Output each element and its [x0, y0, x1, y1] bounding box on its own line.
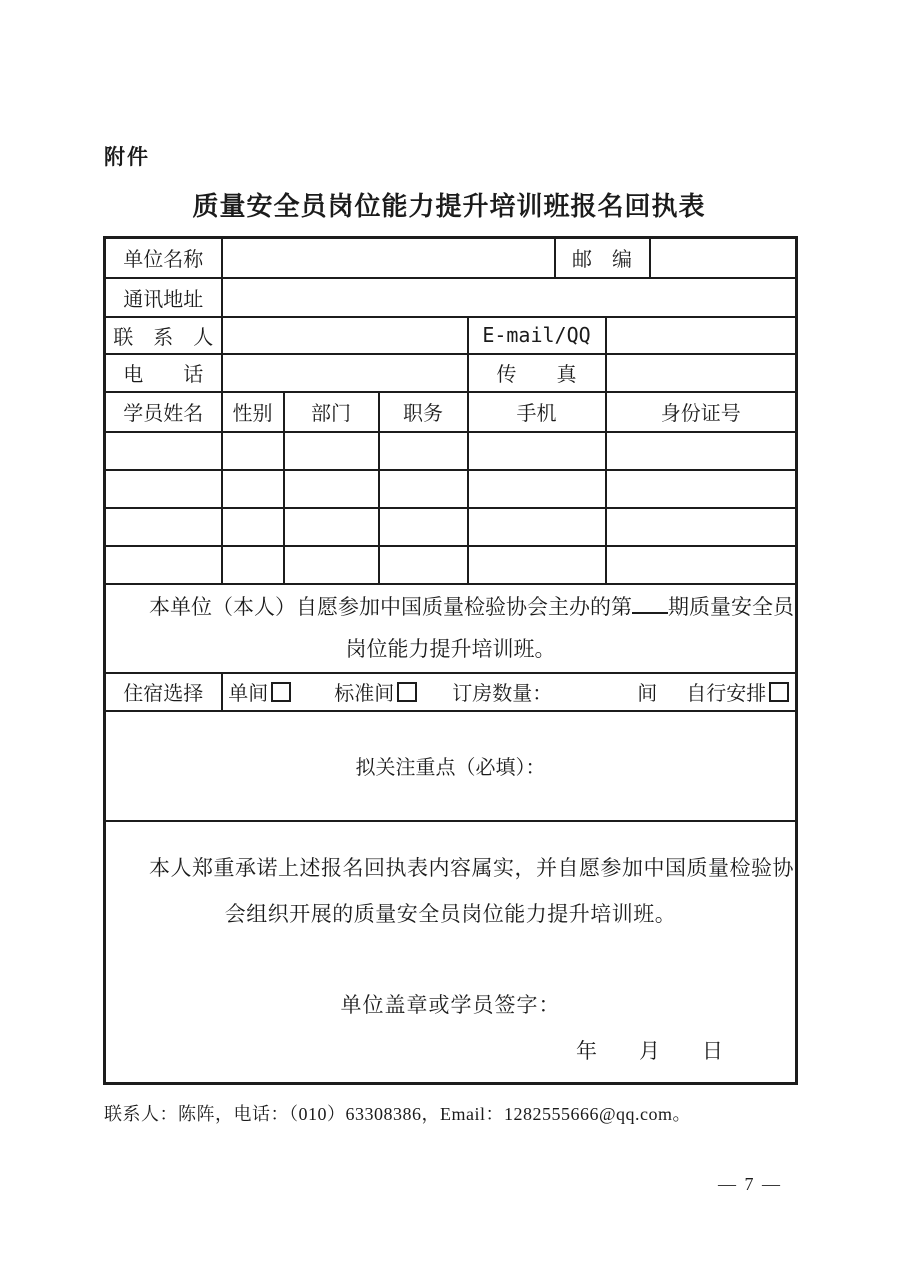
student-cell — [606, 470, 797, 508]
student-cell — [284, 432, 379, 470]
header-gender: 性别 — [222, 392, 284, 432]
student-row — [105, 546, 797, 584]
student-cell — [606, 546, 797, 584]
student-cell — [222, 432, 284, 470]
commitment-row — [105, 821, 797, 1084]
student-cell — [379, 546, 468, 584]
student-cell — [105, 508, 222, 546]
commitment-text: 本人郑重承诺上述报名回执表内容属实，并自愿参加中国质量检验协会组织开展的质量安全员岗位能力提升培训班。 — [149, 855, 794, 926]
student-cell — [105, 470, 222, 508]
fax-value — [606, 354, 797, 392]
accommodation-options — [222, 673, 797, 711]
accommodation-row — [105, 673, 797, 711]
address-value — [222, 278, 797, 317]
unit-name-label: 单位名称 — [105, 238, 222, 278]
row-unit-name — [105, 238, 797, 278]
student-cell — [222, 470, 284, 508]
student-cell — [222, 508, 284, 546]
registration-table — [103, 236, 798, 1085]
student-cell — [379, 432, 468, 470]
student-cell — [284, 470, 379, 508]
phone-value — [222, 354, 468, 392]
student-row — [105, 470, 797, 508]
student-row — [105, 508, 797, 546]
student-cell — [105, 432, 222, 470]
header-mobile: 手机 — [468, 392, 606, 432]
attachment-label: 附件 — [104, 146, 150, 169]
checkbox-self-arrange — [769, 682, 789, 702]
focus-cell — [105, 711, 797, 821]
header-student-name: 学员姓名 — [105, 392, 222, 432]
checkbox-standard-room — [397, 682, 417, 702]
statement-cell — [105, 584, 797, 673]
page-title: 质量安全员岗位能力提升培训班报名回执表 — [192, 191, 706, 221]
header-position: 职务 — [379, 392, 468, 432]
student-cell — [284, 508, 379, 546]
postal-code-label: 邮 编 — [555, 238, 650, 278]
header-department: 部门 — [284, 392, 379, 432]
page-number: — 7 — — [718, 1174, 782, 1194]
focus-label: 拟关注重点（必填）： — [355, 757, 546, 779]
blank-underline — [632, 590, 668, 614]
single-room-label: 单间 — [228, 683, 269, 705]
student-row — [105, 432, 797, 470]
student-cell — [468, 432, 606, 470]
footer-contact: 联系人：陈阵，电话：（010）63308386，Email：1282555666@qq.com。 — [104, 1104, 692, 1124]
address-label: 通讯地址 — [105, 278, 222, 317]
signature-label: 单位盖章或学员签字： — [340, 992, 561, 1017]
header-id-number: 身份证号 — [606, 392, 797, 432]
standard-room-label: 标准间 — [334, 683, 395, 705]
phone-label: 电 话 — [105, 354, 222, 392]
student-cell — [379, 508, 468, 546]
student-cell — [379, 470, 468, 508]
row-contact — [105, 317, 797, 354]
booking-quantity-label: 订房数量： — [452, 683, 553, 705]
email-qq-value — [606, 317, 797, 354]
fax-label: 传 真 — [468, 354, 606, 392]
student-cell — [606, 432, 797, 470]
student-header-row — [105, 392, 797, 432]
date-label: 年 月 日 — [576, 1038, 723, 1063]
student-cell — [468, 508, 606, 546]
focus-row — [105, 711, 797, 821]
row-phone — [105, 354, 797, 392]
commitment-cell — [105, 821, 797, 1084]
contact-person-value — [222, 317, 468, 354]
row-address — [105, 278, 797, 317]
checkbox-single-room — [271, 682, 291, 702]
student-cell — [222, 546, 284, 584]
unit-name-value — [222, 238, 555, 278]
student-cell — [468, 470, 606, 508]
quantity-unit-label: 间 — [637, 683, 658, 705]
email-qq-label: E-mail/QQ — [468, 317, 606, 354]
self-arrange-label: 自行安排 — [686, 683, 767, 705]
postal-code-value — [650, 238, 797, 278]
student-cell — [284, 546, 379, 584]
contact-person-label: 联 系 人 — [105, 317, 222, 354]
student-cell — [468, 546, 606, 584]
student-cell — [606, 508, 797, 546]
student-cell — [105, 546, 222, 584]
accommodation-label: 住宿选择 — [105, 673, 222, 711]
statement-text: 本单位（本人）自愿参加中国质量检验协会主办的第 期质量安全员岗位能力提升培训班。 — [106, 586, 795, 670]
statement-row — [105, 584, 797, 673]
